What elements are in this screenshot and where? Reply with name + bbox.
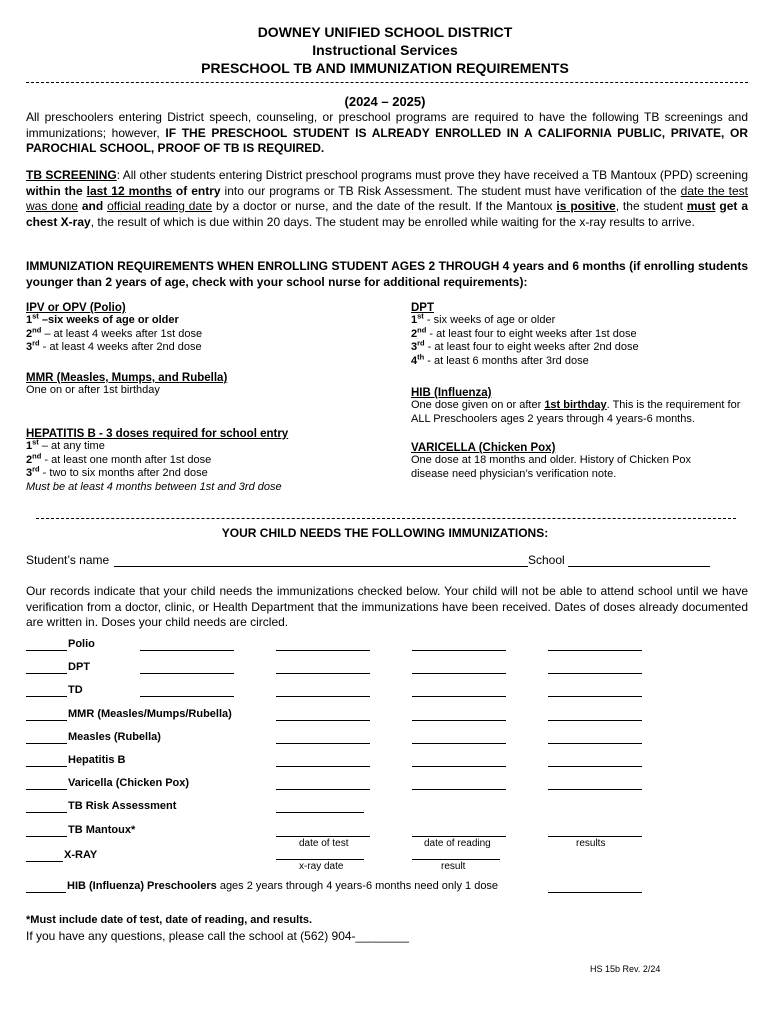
varicella-dose-2-field[interactable] (412, 789, 506, 790)
measles-dose-2-field[interactable] (412, 743, 506, 744)
varicella-check[interactable] (26, 789, 67, 790)
mantoux-check[interactable] (26, 836, 67, 837)
hep-note: Must be at least 4 months between 1st and 3rd dose (26, 480, 282, 493)
varicella-dose-3-field[interactable] (548, 789, 642, 790)
dpt-dose-2-field[interactable] (276, 673, 370, 674)
hepatitis-block (26, 428, 396, 494)
varicella-title: VARICELLA (Chicken Pox) (411, 442, 556, 454)
hib-check[interactable] (26, 892, 66, 893)
mantoux-label: TB Mantoux* (68, 824, 136, 836)
school-year: (2024 – 2025) (344, 94, 426, 109)
varicella-dose-1-field[interactable] (276, 789, 370, 790)
student-name-label: Student’s name (26, 553, 110, 567)
polio-dose-4-field[interactable] (548, 650, 642, 651)
polio-dose-1-field[interactable] (140, 650, 234, 651)
dpt-block (411, 302, 751, 368)
department-title: Instructional Services (312, 42, 458, 58)
records-paragraph: Our records indicate that your child needs the immunizations checked below. Your child will not be able to attend school until we have verification from a doctor, clinic, or Health Department that the immunizations have been received. Dates of doses already documented are written in. Doses your child needs are circled. (26, 584, 748, 629)
hepatitis-title: HEPATITIS B - 3 doses required for school entry (26, 428, 289, 440)
varicella-label: Varicella (Chicken Pox) (68, 777, 190, 789)
hep-dose-1: 1st – at any time (26, 437, 105, 452)
polio-dose-3: 3rd - at least 4 weeks after 2nd dose (26, 338, 202, 353)
mantoux-results-field[interactable] (548, 836, 642, 837)
hib-block (411, 387, 751, 426)
dpt-dose-1: 1st - six weeks of age or older (411, 311, 556, 326)
measles-label: Measles (Rubella) (68, 731, 161, 743)
polio-dose-1: 1st –six weeks of age or older (26, 311, 179, 326)
polio-label: Polio (68, 638, 95, 650)
hepb-dose-1-field[interactable] (276, 766, 370, 767)
polio-dose-2: 2nd – at least 4 weeks after 1st dose (26, 324, 203, 340)
hib-row-label: HIB (Influenza) Preschoolers ages 2 years through 4 years-6 months need only 1 dose (67, 880, 499, 892)
polio-dose-2-field[interactable] (276, 650, 370, 651)
district-title: DOWNEY UNIFIED SCHOOL DISTRICT (257, 24, 513, 40)
mantoux-test-date-field[interactable] (276, 836, 370, 837)
hep-dose-2: 2nd - at least one month after 1st dose (26, 450, 212, 466)
td-dose-2-field[interactable] (276, 696, 370, 697)
results-caption: results (576, 838, 606, 849)
mmr-dose-1-field[interactable] (276, 720, 370, 721)
hepb-dose-2-field[interactable] (412, 766, 506, 767)
dpt-dose-2: 2nd - at least four to eight weeks after 1st dose (411, 324, 637, 340)
td-dose-4-field[interactable] (548, 696, 642, 697)
dashed-divider-2 (36, 518, 736, 519)
dpt-label: DPT (68, 661, 90, 673)
school-field[interactable] (568, 566, 710, 567)
xray-label: X-RAY (64, 849, 98, 861)
hepb-dose-3-field[interactable] (548, 766, 642, 767)
xray-check[interactable] (26, 861, 63, 862)
intro-paragraph: All preschoolers entering District speech, counseling, or preschool programs are required to have the following TB screenings and immunizations; however, IF THE PRESCHOOL STUDENT IS ALREADY ENROLLED IN A CALIFORNIA PUBLIC, PRIVATE, OR PAROCHIAL SCHOOL, PROOF OF TB IS REQUIRED. (26, 110, 748, 155)
dpt-dose-3-field[interactable] (412, 673, 506, 674)
hepb-check[interactable] (26, 766, 67, 767)
dashed-divider (26, 82, 748, 83)
td-dose-3-field[interactable] (412, 696, 506, 697)
immunization-requirements-heading: IMMUNIZATION REQUIREMENTS WHEN ENROLLING STUDENT AGES 2 THROUGH 4 years and 6 months (if enrolling students younger than 2 years of age, check with your school nurse for additional requirements): (26, 259, 748, 289)
needs-heading: YOUR CHILD NEEDS THE FOLLOWING IMMUNIZATIONS: (221, 526, 549, 540)
mantoux-reading-date-field[interactable] (412, 836, 506, 837)
form-id: HS 15b Rev. 2/24 (590, 964, 661, 974)
polio-check[interactable] (26, 650, 67, 651)
mmr-label: MMR (Measles/Mumps/Rubella) (68, 708, 232, 720)
page-title: PRESCHOOL TB AND IMMUNIZATION REQUIREMENTS (201, 60, 569, 76)
dpt-check[interactable] (26, 673, 67, 674)
dpt-dose-3: 3rd - at least four to eight weeks after 2nd dose (411, 338, 639, 353)
tb-risk-check[interactable] (26, 812, 67, 813)
mmr-block (26, 372, 396, 398)
school-label: School (528, 553, 565, 567)
result-caption: result (441, 861, 466, 872)
varicella-requirement: One dose at 18 months and older. History of Chicken Pox disease need physician’s verification note. (411, 454, 692, 480)
hepb-label: Hepatitis B (68, 754, 126, 766)
xray-result-field[interactable] (412, 859, 500, 860)
hep-dose-3: 3rd - two to six months after 2nd dose (26, 464, 208, 479)
dpt-dose-4-field[interactable] (548, 673, 642, 674)
left-requirements-column (26, 302, 396, 355)
tb-screening-paragraph: TB SCREENING: All other students entering District preschool programs must prove they have received a TB Mantoux (PPD) screening within the last 12 months of entry into our programs or TB Risk Assessment. The student must have verification of the date the test was done and official reading date by a doctor or nurse, and the date of the result. If the Mantoux is positive, the student must get a chest X-ray, the result of which is due within 20 days. The student may be enrolled while waiting for the x-ray results to arrive. (26, 168, 749, 229)
td-label: TD (68, 684, 83, 696)
td-check[interactable] (26, 696, 67, 697)
tb-risk-label: TB Risk Assessment (68, 800, 177, 812)
student-name-field[interactable] (114, 566, 528, 567)
polio-dose-3-field[interactable] (412, 650, 506, 651)
mmr-dose-3-field[interactable] (548, 720, 642, 721)
xray-date-field[interactable] (276, 859, 364, 860)
td-dose-1-field[interactable] (140, 696, 234, 697)
measles-dose-1-field[interactable] (276, 743, 370, 744)
tb-risk-date-field[interactable] (276, 812, 364, 813)
dpt-title: DPT (411, 302, 434, 314)
polio-title: IPV or OPV (Polio) (26, 302, 126, 314)
tb-screening-label: TB SCREENING (26, 168, 117, 182)
footnote: *Must include date of test, date of reading, and results. (26, 914, 313, 926)
mmr-title: MMR (Measles, Mumps, and Rubella) (26, 372, 228, 384)
measles-check[interactable] (26, 743, 67, 744)
hib-title: HIB (Influenza) (411, 387, 492, 399)
dpt-dose-1-field[interactable] (140, 673, 234, 674)
xray-date-caption: x-ray date (299, 861, 344, 872)
date-of-reading-caption: date of reading (424, 838, 491, 849)
mmr-check[interactable] (26, 720, 67, 721)
hib-requirement: One dose given on or after 1st birthday. This is the requirement for ALL Preschoolers ages 2 years through 4 years-6 months. (411, 399, 741, 425)
measles-dose-3-field[interactable] (548, 743, 642, 744)
mmr-dose-2-field[interactable] (412, 720, 506, 721)
mmr-requirement: One on or after 1st birthday (26, 384, 160, 396)
questions-line: If you have any questions, please call the school at (562) 904-________ (26, 929, 409, 943)
varicella-block (411, 442, 711, 481)
dpt-dose-4: 4th - at least 6 months after 3rd dose (411, 351, 589, 367)
hib-dose-field[interactable] (548, 892, 642, 893)
date-of-test-caption: date of test (299, 838, 349, 849)
